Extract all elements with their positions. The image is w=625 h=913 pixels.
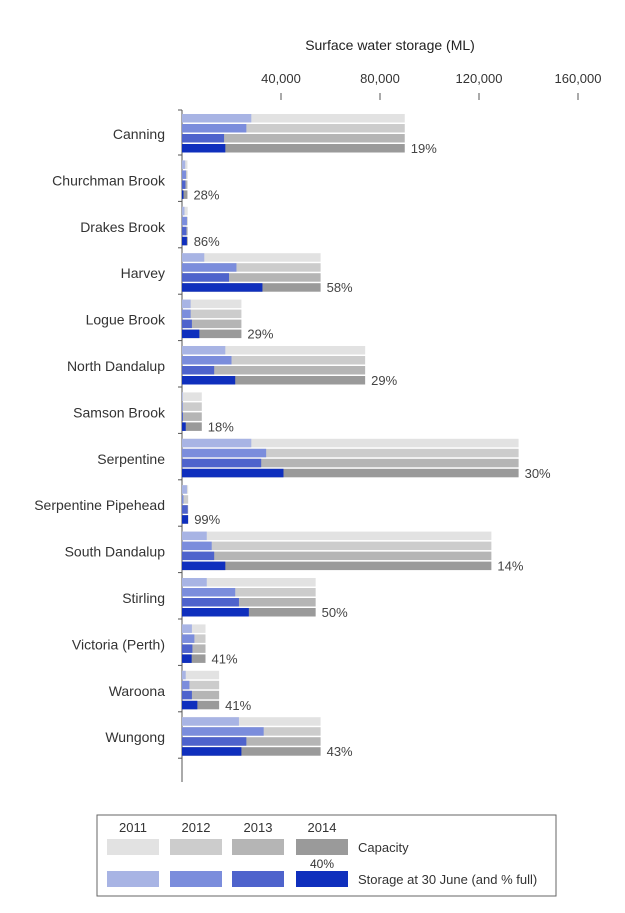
percent-label: 43%	[326, 744, 353, 760]
capacity-bar	[182, 310, 241, 319]
percent-label: 29%	[247, 326, 274, 342]
legend	[97, 815, 556, 896]
storage-bar	[182, 412, 183, 421]
x-tick-label: 160,000	[554, 71, 602, 86]
percent-label: 41%	[211, 651, 238, 667]
x-tick-label: 80,000	[360, 71, 400, 86]
capacity-bar	[182, 392, 202, 401]
storage-bar	[182, 134, 224, 143]
storage-bar	[182, 485, 187, 494]
legend-capacity-swatch	[107, 839, 159, 855]
percent-label: 30%	[524, 465, 551, 481]
storage-bar	[182, 598, 239, 607]
storage-bar	[182, 346, 225, 355]
storage-bar	[182, 170, 186, 179]
storage-bar	[182, 392, 183, 401]
percent-label: 99%	[194, 512, 221, 528]
legend-year-label: 2014	[307, 820, 337, 835]
x-tick-label: 40,000	[261, 71, 301, 86]
storage-bar	[182, 552, 214, 561]
storage-bar	[182, 273, 229, 282]
percent-label: 41%	[225, 697, 252, 713]
capacity-bar	[182, 552, 491, 561]
category-label: Serpentine Pipehead	[34, 497, 165, 514]
storage-bar	[182, 320, 192, 329]
storage-bar	[182, 356, 232, 365]
capacity-bar	[182, 402, 202, 411]
category-label: Waroona	[108, 682, 165, 699]
category-label: Logue Brook	[85, 311, 165, 328]
capacity-bar	[182, 412, 202, 421]
category-label: Churchman Brook	[52, 172, 165, 189]
storage-bar	[182, 263, 236, 272]
storage-bar	[182, 588, 235, 597]
chart-title: Surface water storage (ML)	[305, 37, 475, 53]
legend-example-percent: 40%	[309, 857, 335, 871]
storage-bar	[182, 562, 225, 571]
category-label: Serpentine	[97, 450, 165, 467]
storage-bar	[182, 422, 186, 431]
storage-bar	[182, 253, 204, 262]
storage-bar	[182, 283, 262, 292]
legend-storage-swatch	[170, 871, 222, 887]
storage-bar	[182, 634, 194, 643]
percent-label: 14%	[497, 558, 524, 574]
storage-bar	[182, 330, 199, 339]
storage-bar	[182, 515, 188, 524]
category-label: Samson Brook	[73, 404, 165, 421]
storage-bar	[182, 180, 185, 189]
storage-bar	[182, 459, 261, 468]
legend-capacity-swatch	[232, 839, 284, 855]
legend-storage-swatch	[296, 871, 348, 887]
storage-bar	[182, 727, 264, 736]
storage-bar	[182, 144, 225, 153]
legend-year-label: 2012	[181, 820, 211, 835]
storage-bar	[182, 747, 241, 756]
percent-label: 58%	[326, 280, 353, 296]
legend-storage-swatch	[107, 871, 159, 887]
percent-label: 29%	[371, 373, 398, 388]
legend-year-label: 2013	[243, 820, 273, 835]
storage-bar	[182, 217, 187, 226]
legend-storage-label: Storage at 30 June (and % full)	[358, 872, 538, 887]
storage-bar	[182, 160, 185, 169]
category-label: Harvey	[120, 265, 165, 282]
legend-capacity-swatch	[170, 839, 222, 855]
storage-bar	[182, 624, 192, 633]
category-label: Drakes Brook	[80, 218, 165, 235]
storage-bar	[182, 671, 186, 680]
legend-storage-swatch	[232, 871, 284, 887]
percent-label: 18%	[207, 419, 234, 435]
category-label: Stirling	[122, 590, 165, 606]
storage-bar	[182, 207, 184, 216]
storage-bar	[182, 376, 235, 385]
storage-bar	[182, 449, 266, 458]
legend-year-label: 2011	[119, 820, 147, 835]
x-axis	[178, 71, 602, 782]
storage-bar	[182, 366, 214, 375]
storage-bar	[182, 190, 183, 199]
storage-bar	[182, 237, 187, 246]
storage-bar	[182, 681, 189, 690]
percent-label: 86%	[193, 233, 220, 249]
storage-bar	[182, 505, 188, 514]
storage-bar	[182, 402, 183, 411]
storage-bar	[182, 439, 251, 448]
storage-bar	[182, 310, 191, 319]
storage-bar	[182, 654, 192, 663]
percent-label: 50%	[321, 605, 348, 620]
percent-label: 19%	[410, 141, 437, 156]
category-label: South Dandalup	[64, 543, 165, 560]
category-label: Victoria (Perth)	[71, 636, 165, 653]
storage-bar	[182, 300, 191, 309]
storage-bar	[182, 495, 183, 504]
capacity-bar	[182, 671, 219, 680]
storage-bar	[182, 644, 192, 653]
storage-bar	[182, 737, 246, 746]
storage-bar	[182, 124, 246, 133]
capacity-bar	[182, 532, 491, 541]
storage-bar	[182, 469, 283, 478]
storage-bar	[182, 578, 207, 587]
category-label: Canning	[112, 126, 165, 142]
capacity-bar	[182, 562, 491, 571]
storage-bar	[182, 701, 197, 710]
legend-capacity-label: Capacity	[358, 840, 409, 855]
storage-bar	[182, 114, 251, 123]
category-label: North Dandalup	[66, 358, 165, 374]
storage-bar	[182, 717, 239, 726]
storage-bar	[182, 608, 249, 617]
storage-bar	[182, 691, 192, 700]
percent-label: 28%	[193, 187, 220, 203]
category-label: Wungong	[105, 729, 165, 746]
storage-bar	[182, 542, 212, 551]
storage-bar	[182, 227, 186, 236]
capacity-bar	[182, 300, 241, 309]
legend-capacity-swatch	[296, 839, 348, 855]
capacity-bar	[182, 542, 491, 551]
storage-bar	[182, 532, 207, 541]
x-tick-label: 120,000	[455, 71, 503, 86]
